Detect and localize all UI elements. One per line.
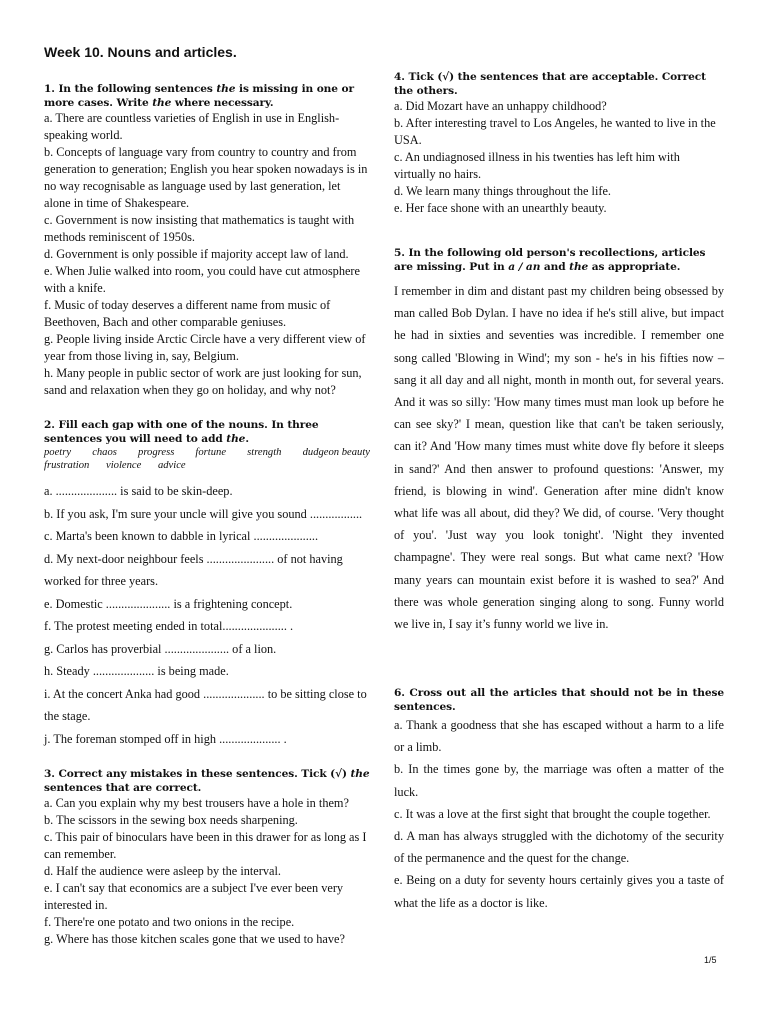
list-item: a. .................... is said to be skin-deep. — [44, 484, 233, 498]
exercise-1 — [44, 82, 370, 399]
list-item: c. Marta's been known to dabble in lyrical ..................... — [44, 529, 319, 543]
list-item: a. Can you explain why my best trousers have a hole in them? — [44, 796, 349, 810]
exercise-2 — [44, 418, 370, 750]
exercise-5-heading: 5. In the following old person's recollections, articles are missing. Put in a / an and the as appropriate. — [394, 247, 706, 273]
noun: violence — [106, 460, 142, 471]
list-item: g. Where has those kitchen scales gone that we used to have? — [44, 932, 345, 946]
exercise-1-heading: 1. In the following sentences the is missing in one or more cases. Write the where necessary. — [44, 83, 354, 109]
recollection-text: I remember in dim and distant past my children being obsessed by man called Bob Dylan. I have no idea if he's still alive, but impact he had in sixties and seventies was incredible. I remember one song called 'Blowing in Wind'; my son - he's in his fifties now – sang it all day and all night, month in month out, for several years. And it was so silly: 'How many times must man look up before he can see sky?' I mean, question like that can't be taken seriously, can it? And 'How many times must white dove fly before it sleeps in sand?' And then answer to profound questions: 'Answer, my friend, is blowing in wind'. Generation after mine didn't know what life was all about, did they? We did, of course. 'Very thought of you'. 'Just way you look tonight'. 'Night they invented champagne'. They were real songs. But what came next? 'How many years can mountain exist before it is washed to sea?' And there was whole generation singing along to song. Funny world we live in, I say it’s funny world we live in. — [394, 284, 724, 632]
noun: frustration — [44, 460, 90, 471]
list-item: c. This pair of binoculars have been in this drawer for as long as I can remember. — [44, 830, 367, 861]
list-item: c. An undiagnosed illness in his twenties has left him with virtually no hairs. — [394, 150, 680, 181]
list-item: e. Domestic ..................... is a frightening concept. — [44, 596, 293, 611]
page-number: 1/5 — [704, 955, 717, 965]
exercise-4-heading: 4. Tick (√) the sentences that are acceptable. Correct the others. — [394, 71, 706, 97]
list-item: g. Carlos has proverbial ..................... of a lion. — [44, 641, 277, 656]
noun: poetry — [44, 447, 72, 458]
exercise-6 — [394, 686, 724, 914]
noun: advice — [157, 460, 186, 471]
list-item: e. Her face shone with an unearthly beauty. — [394, 201, 607, 215]
list-item: b. Concepts of language vary from country to country and from generation to generation; English you hear spoken nowadays is in no way recognisable as language used by last generation, let alone in time of Shakespeare. — [44, 145, 368, 210]
list-item: d. My next-door neighbour feels ...................... of not having worked for three years. — [44, 551, 343, 588]
exercise-2-heading: 2. Fill each gap with one of the nouns. In three sentences you will need to add the. — [44, 419, 319, 445]
list-item: f. The protest meeting ended in total..................... . — [44, 619, 294, 633]
list-item: h. Steady .................... is being made. — [44, 664, 229, 678]
list-item: h. Many people in public sector of work are just looking for sun, sand and relaxation when they go on holiday, and why not? — [44, 366, 362, 397]
list-item: c. It was a love at the first sight that brought the couple together. — [394, 806, 711, 821]
list-item: i. At the concert Anka had good .................... to be sitting close to the stage. — [44, 686, 367, 723]
list-item: d. Half the audience were asleep by the interval. — [44, 864, 281, 878]
noun: fortune — [195, 447, 227, 458]
exercise-3-heading: 3. Correct any mistakes in these sentences. Tick (√) the sentences that are correct. — [44, 768, 370, 794]
exercise-3 — [44, 767, 370, 948]
noun-box — [44, 446, 370, 472]
exercise-6-heading: 6. Cross out all the articles that should not be in these sentences. — [394, 687, 724, 713]
list-item: a. There are countless varieties of English in use in English-speaking world. — [44, 111, 340, 142]
noun: chaos — [92, 447, 117, 458]
list-item: b. If you ask, I'm sure your uncle will give you sound ................. — [44, 506, 363, 521]
noun: strength — [247, 447, 282, 458]
list-item: a. Did Mozart have an unhappy childhood? — [394, 99, 607, 113]
list-item: f. There're one potato and two onions in the recipe. — [44, 915, 295, 929]
list-item: d. Government is only possible if majority accept law of land. — [44, 247, 349, 261]
exercise-4 — [394, 70, 724, 217]
page-title: Week 10. Nouns and articles. — [44, 44, 237, 60]
list-item: b. In the times gone by, the marriage was often a matter of the luck. — [394, 762, 724, 799]
list-item: b. After interesting travel to Los Angeles, he wanted to live in the USA. — [394, 116, 716, 147]
list-item: a. Thank a goodness that she has escaped without a harm to a life or a limb. — [394, 718, 724, 755]
list-item: d. A man has always struggled with the dichotomy of the security of the permanence and the quest for the change. — [394, 829, 724, 866]
list-item: e. When Julie walked into room, you could have cut atmosphere with a knife. — [44, 264, 360, 295]
noun: dudgeon beauty — [302, 447, 370, 458]
list-item: c. Government is now insisting that mathematics is taught with methods reminiscent of 1950s. — [44, 213, 355, 244]
list-item: d. We learn many things throughout the life. — [394, 184, 612, 198]
list-item: e. I can't say that economics are a subject I've ever been very interested in. — [44, 881, 344, 912]
list-item: e. Being on a duty for seventy hours certainly gives you a taste of what the life as a doctor is like. — [394, 873, 724, 910]
list-item: f. Music of today deserves a different name from music of Beethoven, Bach and other comparable geniuses. — [44, 298, 331, 329]
exercise-5 — [394, 246, 724, 635]
list-item: b. The scissors in the sewing box needs sharpening. — [44, 813, 298, 827]
noun: progress — [138, 447, 175, 458]
list-item: j. The foreman stomped off in high .................... . — [44, 731, 287, 746]
list-item: g. People living inside Arctic Circle have a very different view of year from those living in, say, Belgium. — [44, 332, 366, 363]
